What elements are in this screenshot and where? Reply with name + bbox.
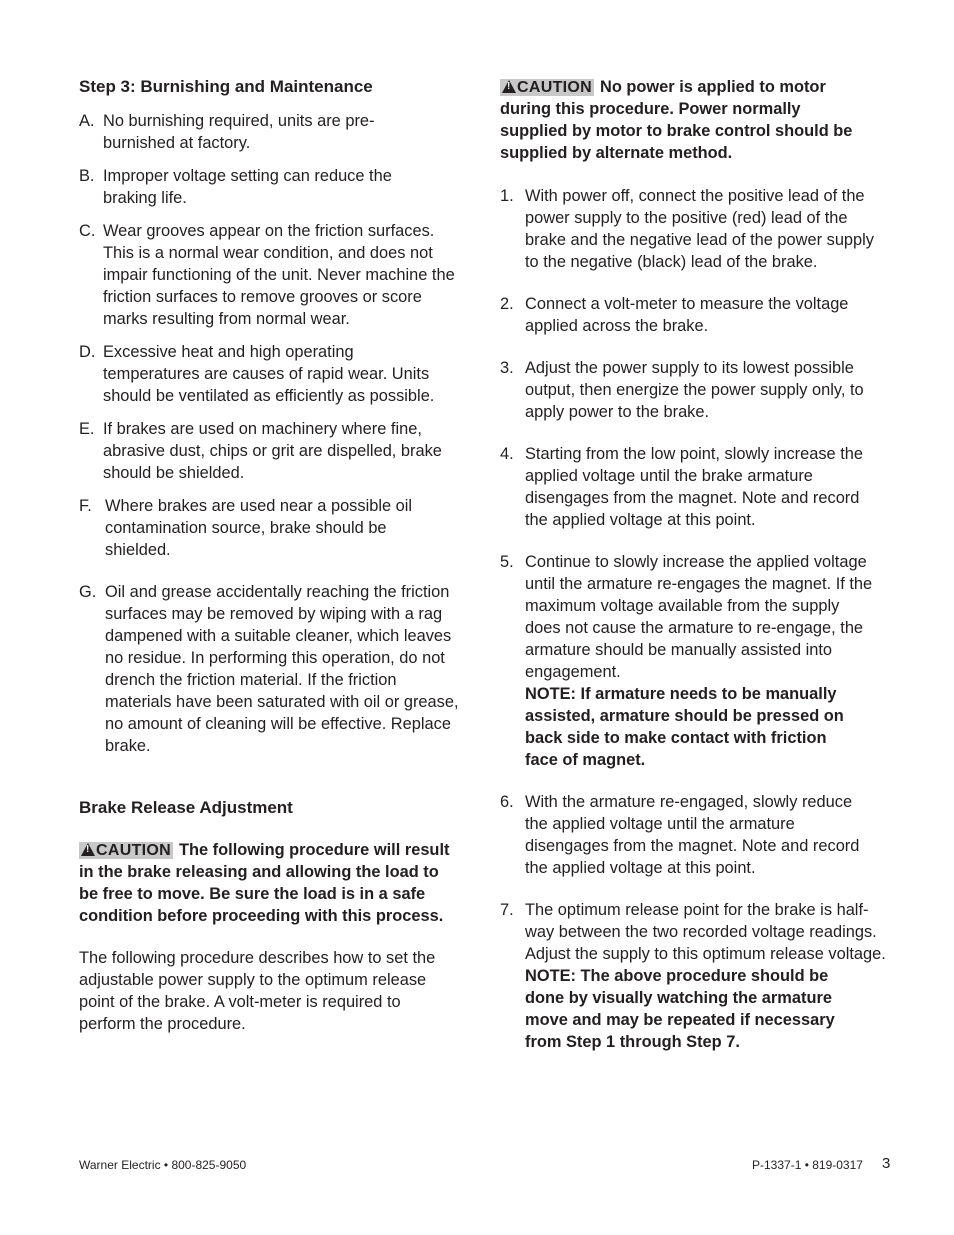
left-column [79,76,459,1035]
procedure-step: 4. Starting from the low point, slowly increase the applied voltage until the brake armature disengages from the magnet. Note and record the applied voltage at this point. [500,445,863,529]
procedure-step: 1. With power off, connect the positive lead of the power supply to the positive (red) lead of the brake and the negative lead of the power supply to the negative (black) lead of the brake. [500,187,874,271]
procedure-step: 6. With the armature re-engaged, slowly reduce the applied voltage until the armature disengages from the magnet. Note and record the applied voltage at this point. [500,793,860,877]
step-note: NOTE: The above procedure should be done by visually watching the armature move and may be repeated if necessary from Step 1 through Step 7. [525,967,835,1051]
list-item: D. Excessive heat and high operating temperatures are causes of rapid wear. Units should be ventilated as efficiently as possible. [79,343,435,405]
list-item: G. Oil and grease accidentally reaching the friction surfaces may be removed by wiping with a rag dampened with a suitable cleaner, which leaves no residue. In performing this operation, do not drench the friction material. If the friction materials have been saturated with oil or grease, no amount of cleaning will be effective. Replace brake. [79,583,459,755]
page-number: 3 [882,1155,891,1172]
step3-heading: Step 3: Burnishing and Maintenance [79,77,373,96]
warning-icon [81,843,95,856]
footer-contact: Warner Electric • 800-825-9050 [79,1158,247,1172]
caution-notice: !CAUTION No power is applied to motor during this procedure. Power normally supplied by motor to brake control should be supplied by alternate method. [500,76,860,164]
procedure-step: 3. Adjust the power supply to its lowest possible output, then energize the power supply only, to apply power to the brake. [500,359,864,421]
caution-notice: !CAUTION The following procedure will result in the brake releasing and allowing the load to be free to move. Be sure the load is in a safe condition before proceeding with this process. [79,839,454,927]
warning-icon [502,80,516,93]
caution-label: !CAUTION [500,79,594,96]
procedure-intro: The following procedure describes how to set the adjustable power supply to the optimum release point of the brake. A volt-meter is required to perform the procedure. [79,949,436,1033]
list-item: B. Improper voltage setting can reduce the braking life. [79,167,392,207]
procedure-step: 7. The optimum release point for the brake is half-way between the two recorded voltage readings. Adjust the supply to this optimum release voltage. NOTE: The above procedure should be done by visually watching the armature move and may be repeated if necessary from Step 1 through Step 7. [500,901,886,1051]
procedure-step: 2. Connect a volt-meter to measure the voltage applied across the brake. [500,295,849,335]
procedure-step: 5. Continue to slowly increase the applied voltage until the armature re-engages the magnet. If the maximum voltage available from the supply does not cause the armature to re-engage, the armature should be manually assisted into engagement. NOTE: If armature needs to be manually assisted, armature should be pressed on back side to make contact with friction face of magnet. [500,553,873,769]
right-column [500,76,886,1053]
list-item: C. Wear grooves appear on the friction surfaces. This is a normal wear condition, and does not impair functioning of the unit. Never machine the friction surfaces to remove grooves or score marks resulting from normal wear. [79,222,455,328]
list-item: E. If brakes are used on machinery where fine, abrasive dust, chips or grit are dispelled, brake should be shielded. [79,420,442,482]
list-item: A. No burnishing required, units are pre-burnished at factory. [79,112,375,152]
footer-doc-number: P-1337-1 • 819-0317 [752,1158,863,1172]
list-item: F. Where brakes are used near a possible oil contamination source, brake should be shielded. [79,497,413,559]
step-note: NOTE: If armature needs to be manually assisted, armature should be pressed on back side to make contact with friction face of magnet. [525,685,844,769]
caution-label: !CAUTION [79,842,173,859]
brake-release-heading: Brake Release Adjustment [79,798,293,817]
